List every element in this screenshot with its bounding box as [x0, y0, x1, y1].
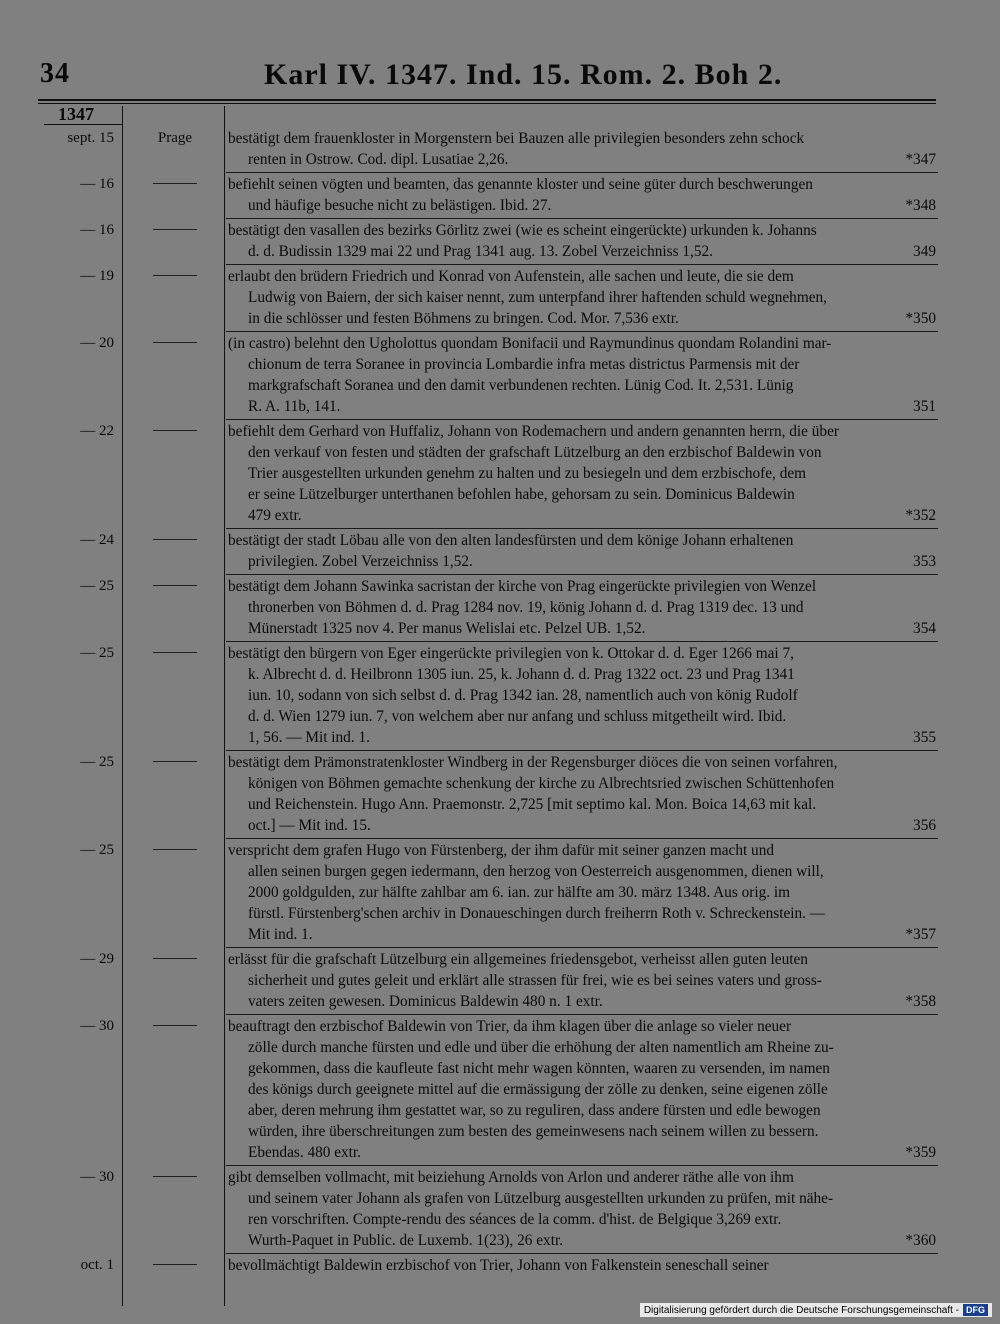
- entry-line: und Reichenstein. Hugo Ann. Praemonstr. 2,725 [mit septimo kal. Mon. Boica 14,63 mit kal.: [248, 796, 817, 813]
- entry-place: [128, 643, 222, 664]
- regest-number: 351: [913, 398, 936, 415]
- entry-date: — 16: [80, 222, 114, 238]
- entry-line: und häufige besuche nicht zu belästigen. Ibid. 27. *348: [248, 197, 936, 214]
- dfg-logo: DFG: [963, 1304, 988, 1316]
- entry-place: [128, 1016, 222, 1037]
- entry-line: Mit ind. 1. *357: [248, 926, 936, 943]
- entry-date: — 22: [80, 423, 114, 439]
- entry-text: [228, 1255, 936, 1276]
- regest-number: *360: [905, 1232, 936, 1249]
- entry-date: — 20: [80, 335, 114, 351]
- entry-line: ren vorschriften. Compte-rendu des séances de la comm. d'hist. de Belgique 3,269 extr.: [248, 1211, 782, 1228]
- entry-separator: [226, 218, 938, 219]
- entry-line: aber, deren mehrung ihm gestattet war, so zu reguliren, dass andere fürsten und edle bewogen: [248, 1102, 821, 1119]
- year-label: 1347: [58, 104, 94, 124]
- entry-text: [228, 1016, 936, 1163]
- header-rule-thin: [38, 103, 936, 104]
- entry-line: 1, 56. — Mit ind. 1. 355: [248, 729, 936, 746]
- entry-separator: [226, 1165, 938, 1166]
- regest-number: *359: [905, 1144, 936, 1161]
- entry-line: Wurth-Paquet in Public. de Luxemb. 1(23), 26 extr. *360: [248, 1232, 936, 1249]
- entry-line: Ludwig von Baiern, der sich kaiser nennt, zum unterpfand ihrer haftenden schuld wegnehmen,: [248, 289, 827, 306]
- entry-line: den verkauf von festen und städten der grafschaft Lützelburg an den erzbischof Baldewin von: [248, 444, 822, 461]
- entry-separator: [226, 1253, 938, 1254]
- entry-place: [128, 576, 222, 597]
- ditto-dash: [153, 585, 197, 586]
- entry-line: oct.] — Mit ind. 15. 356: [248, 817, 936, 834]
- entry-line: befiehlt dem Gerhard von Huffaliz, Johann von Rodemachern und andern genannten herrn, die über: [228, 423, 839, 440]
- entry-text: [228, 174, 936, 216]
- entry-separator: [226, 574, 938, 575]
- entry-place: [128, 530, 222, 551]
- page-number: 34: [40, 58, 70, 89]
- entry-text: [228, 576, 936, 639]
- entry-text: [228, 1167, 936, 1251]
- entry-date: — 29: [80, 951, 114, 967]
- ditto-dash: [153, 430, 197, 431]
- entry-line: erlässt für die grafschaft Lützelburg ein allgemeines friedensgebot, verheisst allen guten leuten: [228, 951, 808, 968]
- register-entry: [0, 840, 1000, 945]
- entry-line: bestätigt dem frauenkloster in Morgenstern bei Bauzen alle privilegien besonders zehn schock: [228, 130, 805, 147]
- entry-separator: [226, 419, 938, 420]
- header-rule: [38, 99, 936, 101]
- ditto-dash: [153, 1025, 197, 1026]
- entry-separator: [226, 750, 938, 751]
- ditto-dash: [153, 652, 197, 653]
- entry-separator: [226, 331, 938, 332]
- entry-line: sicherheit und gutes geleit und erklärt alle strassen für frei, wie es bei seines vaters und gross-: [248, 972, 822, 989]
- entry-line: bestätigt den bürgern von Eger eingerückte privilegien von k. Ottokar d. d. Eger 1266 mai 7,: [228, 645, 794, 662]
- ditto-dash: [153, 849, 197, 850]
- entry-text: [228, 840, 936, 945]
- register-entry: [0, 174, 1000, 216]
- entry-separator: [226, 528, 938, 529]
- entry-text: [228, 752, 936, 836]
- register-entry: [0, 949, 1000, 1012]
- entry-date: — 25: [80, 754, 114, 770]
- register-entry: [0, 752, 1000, 836]
- entry-line: chionum de terra Soranee in provincia Lombardie infra metas districtus Parmensis mit der: [248, 356, 800, 373]
- regest-number: *347: [905, 151, 936, 168]
- ditto-dash: [153, 183, 197, 184]
- entry-line: königen von Böhmen gemachte schenkung der kirche zu Albrechtsried zwischen Schüttenhofen: [248, 775, 835, 792]
- entry-line: befiehlt seinen vögten und beamten, das genannte kloster und seine güter durch beschwerungen: [228, 176, 813, 193]
- page-header: [36, 58, 966, 98]
- regest-number: *350: [905, 310, 936, 327]
- entry-line: des königs durch geeignete mittel auf die ermässigung der zölle zu denken, seine eigenen zölle: [248, 1081, 828, 1098]
- entry-place: [128, 840, 222, 861]
- entry-separator: [226, 172, 938, 173]
- entry-text: [228, 421, 936, 526]
- register-entry: [0, 220, 1000, 262]
- entry-place: [128, 266, 222, 287]
- entry-line: in die schlösser und festen Böhmens zu bringen. Cod. Mor. 7,536 extr. *350: [248, 310, 936, 327]
- regest-number: 349: [913, 243, 936, 260]
- register-entry: [0, 1016, 1000, 1163]
- entry-place: [128, 1167, 222, 1188]
- entry-line: gekommen, dass die kaufleute fast nicht mehr wagen könnten, waaren zu versenden, im namen: [248, 1060, 830, 1077]
- entry-place: [128, 949, 222, 970]
- entry-line: renten in Ostrow. Cod. dipl. Lusatiae 2,26. *347: [248, 151, 936, 168]
- entry-date: — 25: [80, 578, 114, 594]
- entry-line: gibt demselben vollmacht, mit beiziehung Arnolds von Arlon und anderer räthe alle von ihm: [228, 1169, 794, 1186]
- regest-number: *352: [905, 507, 936, 524]
- entry-line: Trier ausgestellten urkunden genehm zu halten und zu besiegeln und dem erzbischofe, dem: [248, 465, 807, 482]
- entry-text: [228, 949, 936, 1012]
- entry-date: — 25: [80, 645, 114, 661]
- entry-line: markgrafschaft Soranea und den damit verbundenen rechten. Lünig Cod. It. 2,531. Lünig: [248, 377, 794, 394]
- register-entry: [0, 643, 1000, 748]
- entry-date: — 16: [80, 176, 114, 192]
- year-rule: [44, 124, 122, 125]
- entry-line: thronerben von Böhmen d. d. Prag 1284 nov. 19, könig Johann d. d. Prag 1319 dec. 13 und: [248, 599, 804, 616]
- entry-date: — 24: [80, 532, 114, 548]
- register-entry: [0, 576, 1000, 639]
- digitization-footer: [640, 1303, 992, 1317]
- entry-line: d. d. Budissin 1329 mai 22 und Prag 1341 aug. 13. Zobel Verzeichniss 1,52. 349: [248, 243, 936, 260]
- ditto-dash: [153, 342, 197, 343]
- entry-separator: [226, 838, 938, 839]
- ditto-dash: [153, 275, 197, 276]
- ditto-dash: [153, 761, 197, 762]
- entry-line: würden, ihre überschreitungen zum besten des gemeinwesens nach seinem willen zu bessern.: [248, 1123, 819, 1140]
- entry-separator: [226, 641, 938, 642]
- entry-line: Münerstadt 1325 nov 4. Per manus Welislai etc. Pelzel UB. 1,52. 354: [248, 620, 936, 637]
- entry-date: oct. 1: [80, 1257, 114, 1273]
- entry-line: 479 extr. *352: [248, 507, 936, 524]
- entry-separator: [226, 1014, 938, 1015]
- entry-line: fürstl. Fürstenberg'schen archiv in Donaueschingen durch freiherrn Roth v. Schreckenstein. —: [248, 905, 826, 922]
- register-entry: [0, 333, 1000, 417]
- regest-number: *348: [905, 197, 936, 214]
- entry-line: verspricht dem grafen Hugo von Fürstenberg, der ihm dafür mit seiner ganzen macht und: [228, 842, 774, 859]
- regest-number: 356: [913, 817, 936, 834]
- entry-line: vaters zeiten gewesen. Dominicus Baldewin 480 n. 1 extr. *358: [248, 993, 936, 1010]
- entry-date: — 30: [80, 1169, 114, 1185]
- regest-number: 353: [913, 553, 936, 570]
- entry-place: [128, 1255, 222, 1276]
- entry-line: iun. 10, sodann von sich selbst d. d. Prag 1342 ian. 28, namentlich auch von könig Rudolf: [248, 687, 798, 704]
- ditto-dash: [153, 539, 197, 540]
- entry-line: bestätigt der stadt Löbau alle von den alten landesfürsten und dem könige Johann erhaltenen: [228, 532, 794, 549]
- entry-text: [228, 220, 936, 262]
- entry-line: erlaubt den brüdern Friedrich und Konrad von Aufenstein, alle sachen und leute, die sie dem: [228, 268, 794, 285]
- running-title: Karl IV. 1347. Ind. 15. Rom. 2. Boh 2.: [264, 58, 783, 91]
- ditto-dash: [153, 1176, 197, 1177]
- regest-number: 354: [913, 620, 936, 637]
- entry-place: [128, 752, 222, 773]
- entry-line: privilegien. Zobel Verzeichniss 1,52. 353: [248, 553, 936, 570]
- entry-line: bestätigt den vasallen des bezirks Görlitz zwei (wie es scheint eingerückte) urkunden k. Johanns: [228, 222, 817, 239]
- entry-place: [128, 174, 222, 195]
- entry-line: R. A. 11b, 141. 351: [248, 398, 936, 415]
- register-entry: [0, 530, 1000, 572]
- regest-number: 355: [913, 729, 936, 746]
- entry-line: und seinem vater Johann als grafen von Lützelburg ausgestellten urkunden zu prüfen, mit nähe-: [248, 1190, 834, 1207]
- entry-date: — 25: [80, 842, 114, 858]
- ditto-dash: [153, 958, 197, 959]
- entry-line: bestätigt dem Prämonstratenkloster Windberg in der Regensburger diöces die von seinen vorfahren,: [228, 754, 838, 771]
- register-entry: [0, 128, 1000, 170]
- entry-line: beauftragt den erzbischof Baldewin von Trier, da ihm klagen über die anlage so vieler neuer: [228, 1018, 792, 1035]
- entry-line: 2000 goldgulden, zur hälfte zahlbar am 6. ian. zur hälfte am 30. märz 1348. Aus orig. im: [248, 884, 791, 901]
- entry-line: allen seinen burgen gegen iedermann, den herzog von Oesterreich ausgenommen, dienen will,: [248, 863, 824, 880]
- entry-text: [228, 530, 936, 572]
- entry-line: zölle durch manche fürsten und edle und über die erhöhung der alten namentlich am Rheine zu-: [248, 1039, 834, 1056]
- entry-text: [228, 643, 936, 748]
- entry-line: bestätigt dem Johann Sawinka sacristan der kirche von Prag eingerückte privilegien von Wenzel: [228, 578, 817, 595]
- register-entry: [0, 1255, 1000, 1276]
- entry-line: er seine Lützelburger unterthanen befohlen habe, gehorsam zu sein. Dominicus Baldewin: [248, 486, 795, 503]
- entry-text: [228, 333, 936, 417]
- entry-place: [128, 333, 222, 354]
- ditto-dash: [153, 1264, 197, 1265]
- entry-line: bevollmächtigt Baldewin erzbischof von Trier, Johann von Falkenstein seneschall seiner: [228, 1257, 769, 1274]
- entry-text: [228, 128, 936, 170]
- ditto-dash: [153, 229, 197, 230]
- entry-place: Prage: [157, 130, 193, 146]
- entry-date: sept. 15: [67, 130, 114, 146]
- entry-separator: [226, 264, 938, 265]
- register-entry: [0, 266, 1000, 329]
- entry-separator: [226, 947, 938, 948]
- regest-number: *357: [905, 926, 936, 943]
- footer-text: Digitalisierung gefördert durch die Deutsche Forschungsgemeinschaft -: [643, 1304, 959, 1316]
- regest-number: *358: [905, 993, 936, 1010]
- register-entry: [0, 1167, 1000, 1251]
- entry-line: Ebendas. 480 extr. *359: [248, 1144, 936, 1161]
- entry-line: (in castro) belehnt den Ugholottus quondam Bonifacii und Raymundinus quondam Rolandini mar-: [228, 335, 832, 352]
- entry-date: — 19: [80, 268, 114, 284]
- entry-date: — 30: [80, 1018, 114, 1034]
- entry-text: [228, 266, 936, 329]
- entry-line: d. d. Wien 1279 iun. 7, von welchem aber nur anfang und schluss mitgetheilt wird. Ibid.: [248, 708, 787, 725]
- register-entry: [0, 421, 1000, 526]
- entry-line: k. Albrecht d. d. Heilbronn 1305 iun. 25, k. Johann d. d. Prag 1322 oct. 23 und Prag 1341: [248, 666, 795, 683]
- entry-place: [128, 421, 222, 442]
- entry-place: [128, 220, 222, 241]
